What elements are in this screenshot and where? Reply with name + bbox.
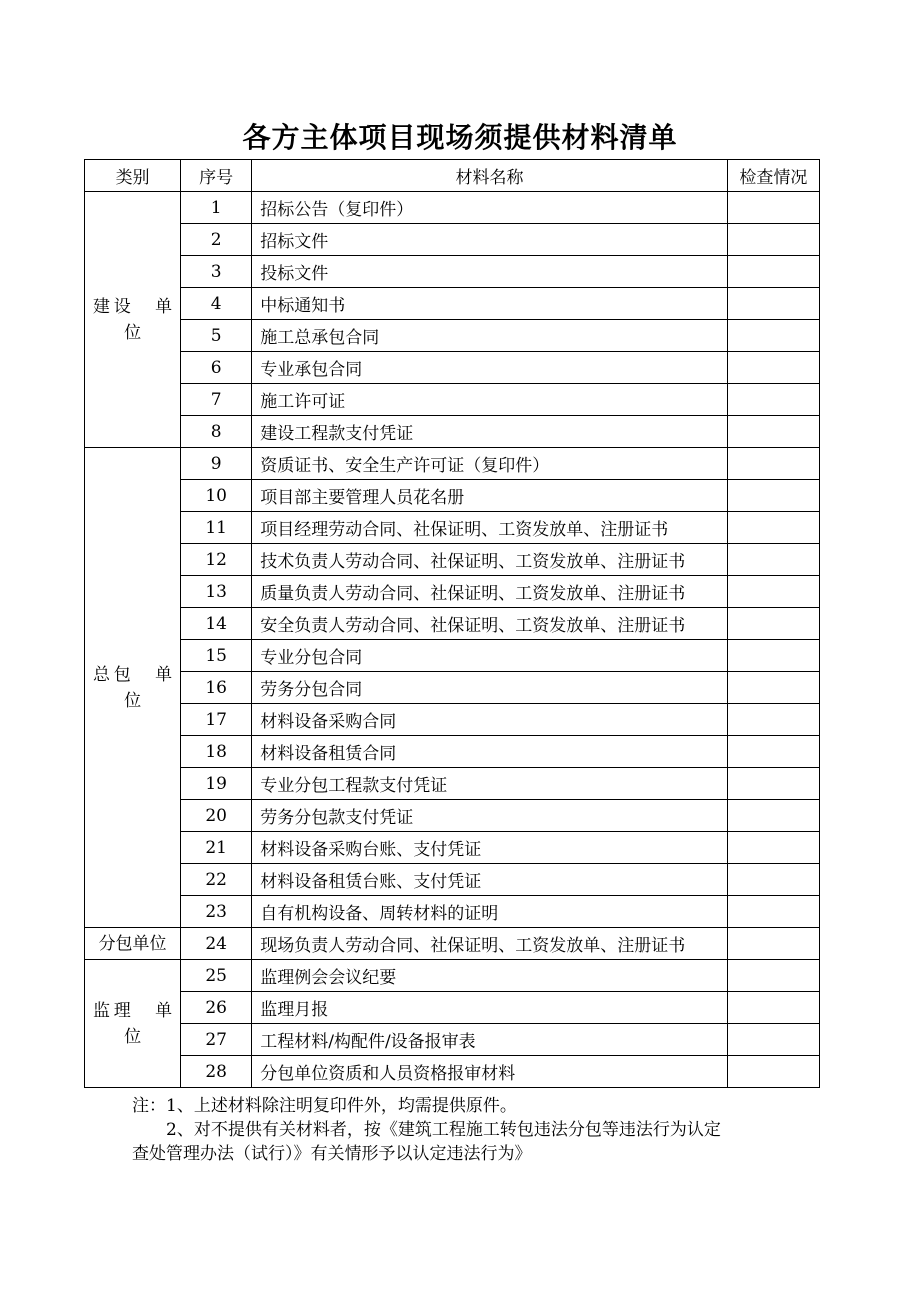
row-number: 16: [181, 672, 252, 704]
table-row: [85, 576, 820, 608]
check-status-cell[interactable]: [727, 1024, 819, 1056]
material-name: 自有机构设备、周转材料的证明: [252, 896, 728, 928]
check-status-cell[interactable]: [727, 832, 819, 864]
check-status-cell[interactable]: [727, 544, 819, 576]
notes: [84, 1094, 820, 1166]
check-status-cell[interactable]: [727, 672, 819, 704]
material-name: 项目部主要管理人员花名册: [252, 480, 728, 512]
table-row: [85, 704, 820, 736]
table-row: [85, 640, 820, 672]
row-number: 27: [181, 1024, 252, 1056]
row-number: 21: [181, 832, 252, 864]
material-name: 建设工程款支付凭证: [252, 416, 728, 448]
table-header-row: [85, 160, 820, 192]
table-row: [85, 480, 820, 512]
material-name: 专业分包合同: [252, 640, 728, 672]
table-row: [85, 928, 820, 960]
table-row: [85, 224, 820, 256]
table-row: [85, 192, 820, 224]
category-label-continued: 位: [124, 1026, 142, 1047]
material-name: 施工许可证: [252, 384, 728, 416]
row-number: 25: [181, 960, 252, 992]
category-label: 分包单位: [98, 933, 167, 954]
check-status-cell[interactable]: [727, 288, 819, 320]
category-label-continued: 位: [124, 690, 142, 711]
row-number: 20: [181, 800, 252, 832]
table-row: [85, 960, 820, 992]
header-number: 序号: [181, 160, 252, 192]
material-name: 技术负责人劳动合同、社保证明、工资发放单、注册证书: [252, 544, 728, 576]
check-status-cell[interactable]: [727, 512, 819, 544]
check-status-cell[interactable]: [727, 608, 819, 640]
material-name: 现场负责人劳动合同、社保证明、工资发放单、注册证书: [252, 928, 728, 960]
material-name: 材料设备租赁合同: [252, 736, 728, 768]
material-name: 施工总承包合同: [252, 320, 728, 352]
check-status-cell[interactable]: [727, 1056, 819, 1088]
table-row: [85, 384, 820, 416]
category-label: 总包 单: [93, 664, 173, 685]
header-check-status: 检查情况: [727, 160, 819, 192]
check-status-cell[interactable]: [727, 960, 819, 992]
check-status-cell[interactable]: [727, 864, 819, 896]
row-number: 6: [181, 352, 252, 384]
row-number: 2: [181, 224, 252, 256]
material-name: 招标公告（复印件）: [252, 192, 728, 224]
check-status-cell[interactable]: [727, 480, 819, 512]
check-status-cell[interactable]: [727, 768, 819, 800]
row-number: 14: [181, 608, 252, 640]
check-status-cell[interactable]: [727, 224, 819, 256]
material-name: 劳务分包款支付凭证: [252, 800, 728, 832]
material-name: 监理月报: [252, 992, 728, 1024]
check-status-cell[interactable]: [727, 736, 819, 768]
row-number: 3: [181, 256, 252, 288]
category-label: 建设 单: [93, 296, 173, 317]
row-number: 19: [181, 768, 252, 800]
check-status-cell[interactable]: [727, 384, 819, 416]
table-row: [85, 352, 820, 384]
row-number: 28: [181, 1056, 252, 1088]
material-name: 材料设备租赁台账、支付凭证: [252, 864, 728, 896]
check-status-cell[interactable]: [727, 256, 819, 288]
table-row: [85, 544, 820, 576]
check-status-cell[interactable]: [727, 992, 819, 1024]
row-number: 5: [181, 320, 252, 352]
check-status-cell[interactable]: [727, 704, 819, 736]
category-cell: [85, 448, 181, 928]
material-name: 质量负责人劳动合同、社保证明、工资发放单、注册证书: [252, 576, 728, 608]
material-name: 劳务分包合同: [252, 672, 728, 704]
row-number: 10: [181, 480, 252, 512]
row-number: 7: [181, 384, 252, 416]
row-number: 24: [181, 928, 252, 960]
check-status-cell[interactable]: [727, 416, 819, 448]
check-status-cell[interactable]: [727, 896, 819, 928]
check-status-cell[interactable]: [727, 192, 819, 224]
row-number: 13: [181, 576, 252, 608]
category-cell: [85, 960, 181, 1088]
row-number: 17: [181, 704, 252, 736]
note-line-2: 2、对不提供有关材料者，按《建筑工程施工转包违法分包等违法行为认定: [166, 1120, 721, 1140]
header-category: 类别: [85, 160, 181, 192]
material-name: 材料设备采购合同: [252, 704, 728, 736]
row-number: 9: [181, 448, 252, 480]
row-number: 4: [181, 288, 252, 320]
material-name: 项目经理劳动合同、社保证明、工资发放单、注册证书: [252, 512, 728, 544]
check-status-cell[interactable]: [727, 576, 819, 608]
material-name: 分包单位资质和人员资格报审材料: [252, 1056, 728, 1088]
category-cell: [85, 192, 181, 448]
table-row: [85, 800, 820, 832]
row-number: 1: [181, 192, 252, 224]
check-status-cell[interactable]: [727, 800, 819, 832]
category-label-continued: 位: [124, 322, 142, 343]
material-name: 安全负责人劳动合同、社保证明、工资发放单、注册证书: [252, 608, 728, 640]
table-row: [85, 736, 820, 768]
row-number: 12: [181, 544, 252, 576]
table-row: [85, 1056, 820, 1088]
table-row: [85, 672, 820, 704]
row-number: 18: [181, 736, 252, 768]
table-row: [85, 448, 820, 480]
category-cell: [85, 928, 181, 960]
table-row: [85, 896, 820, 928]
check-status-cell[interactable]: [727, 640, 819, 672]
check-status-cell[interactable]: [727, 320, 819, 352]
material-name: 投标文件: [252, 256, 728, 288]
row-number: 15: [181, 640, 252, 672]
table-row: [85, 416, 820, 448]
material-name: 资质证书、安全生产许可证（复印件）: [252, 448, 728, 480]
table-row: [85, 320, 820, 352]
row-number: 11: [181, 512, 252, 544]
row-number: 26: [181, 992, 252, 1024]
table-body: [85, 192, 820, 1088]
table-row: [85, 1024, 820, 1056]
header-material-name: 材料名称: [252, 160, 728, 192]
material-name: 中标通知书: [252, 288, 728, 320]
note-line-3: 查处管理办法（试行）》有关情形予以认定违法行为》: [132, 1144, 532, 1164]
check-status-cell[interactable]: [727, 448, 819, 480]
table-row: [85, 864, 820, 896]
check-status-cell[interactable]: [727, 352, 819, 384]
note-line-1: 注：1、上述材料除注明复印件外，均需提供原件。: [132, 1096, 517, 1116]
table-row: [85, 832, 820, 864]
category-label: 监理 单: [93, 1000, 173, 1021]
row-number: 23: [181, 896, 252, 928]
material-name: 监理例会会议纪要: [252, 960, 728, 992]
table-row: [85, 256, 820, 288]
table-row: [85, 288, 820, 320]
table-row: [85, 992, 820, 1024]
table-row: [85, 512, 820, 544]
materials-table: [84, 159, 820, 1088]
row-number: 8: [181, 416, 252, 448]
material-name: 专业分包工程款支付凭证: [252, 768, 728, 800]
table-row: [85, 608, 820, 640]
row-number: 22: [181, 864, 252, 896]
material-name: 招标文件: [252, 224, 728, 256]
table-row: [85, 768, 820, 800]
page-title: 各方主体项目现场须提供材料清单: [242, 121, 678, 154]
check-status-cell[interactable]: [727, 928, 819, 960]
material-name: 材料设备采购台账、支付凭证: [252, 832, 728, 864]
material-name: 工程材料/构配件/设备报审表: [252, 1024, 728, 1056]
material-name: 专业承包合同: [252, 352, 728, 384]
